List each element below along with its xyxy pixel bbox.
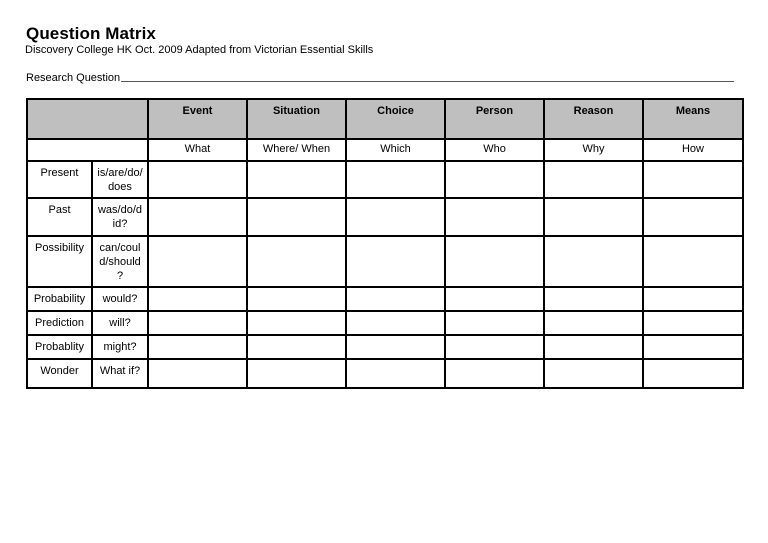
row-label: Wonder: [27, 359, 92, 388]
row-label: Probablity: [27, 335, 92, 359]
corner-cell: [27, 99, 148, 139]
matrix-cell[interactable]: [544, 311, 643, 335]
matrix-cell[interactable]: [148, 287, 247, 311]
table-row: [27, 198, 743, 236]
column-subheader: Why: [544, 139, 643, 161]
research-question-line: [121, 71, 734, 82]
question-matrix-table: [26, 98, 744, 389]
table-row: [27, 359, 743, 388]
row-label: Prediction: [27, 311, 92, 335]
matrix-cell[interactable]: [247, 311, 346, 335]
matrix-cell[interactable]: [247, 236, 346, 287]
column-header: Event: [148, 99, 247, 139]
table-row: [27, 236, 743, 287]
corner-sub-cell: [27, 139, 148, 161]
row-verb: would?: [92, 287, 148, 311]
column-subheader: What: [148, 139, 247, 161]
page-title: Question Matrix: [26, 24, 156, 43]
matrix-cell[interactable]: [247, 161, 346, 198]
matrix-cell[interactable]: [148, 236, 247, 287]
matrix-cell[interactable]: [643, 359, 743, 388]
matrix-cell[interactable]: [148, 335, 247, 359]
row-verb: was/do/d id?: [92, 198, 148, 236]
matrix-cell[interactable]: [643, 287, 743, 311]
matrix-cell[interactable]: [445, 198, 544, 236]
column-header: Choice: [346, 99, 445, 139]
matrix-cell[interactable]: [544, 335, 643, 359]
row-verb: might?: [92, 335, 148, 359]
matrix-cell[interactable]: [247, 359, 346, 388]
matrix-cell[interactable]: [445, 287, 544, 311]
table-row: [27, 161, 743, 198]
row-label: Past: [27, 198, 92, 236]
matrix-cell[interactable]: [346, 161, 445, 198]
matrix-cell[interactable]: [148, 161, 247, 198]
matrix-cell[interactable]: [445, 236, 544, 287]
matrix-cell[interactable]: [346, 359, 445, 388]
table-row: [27, 311, 743, 335]
matrix-cell[interactable]: [544, 236, 643, 287]
matrix-cell[interactable]: [445, 359, 544, 388]
row-label: Present: [27, 161, 92, 198]
matrix-cell[interactable]: [643, 161, 743, 198]
column-subheader: Where/ When: [247, 139, 346, 161]
header-row: [27, 99, 743, 139]
matrix-cell[interactable]: [544, 359, 643, 388]
matrix-cell[interactable]: [643, 236, 743, 287]
matrix-cell[interactable]: [544, 287, 643, 311]
matrix-cell[interactable]: [544, 198, 643, 236]
matrix-cell[interactable]: [247, 198, 346, 236]
row-label: Possibility: [27, 236, 92, 287]
matrix-cell[interactable]: [445, 311, 544, 335]
matrix-cell[interactable]: [247, 335, 346, 359]
matrix-cell[interactable]: [148, 359, 247, 388]
page-subtitle: Discovery College HK Oct. 2009 Adapted from Victorian Essential Skills: [25, 44, 374, 56]
matrix-cell[interactable]: [346, 198, 445, 236]
matrix-cell[interactable]: [346, 335, 445, 359]
matrix-cell[interactable]: [346, 287, 445, 311]
matrix-cell[interactable]: [643, 311, 743, 335]
row-verb: is/are/do/ does: [92, 161, 148, 198]
matrix-cell[interactable]: [148, 311, 247, 335]
row-label: Probability: [27, 287, 92, 311]
matrix-cell[interactable]: [346, 311, 445, 335]
column-header: Situation: [247, 99, 346, 139]
row-verb: will?: [92, 311, 148, 335]
matrix-cell[interactable]: [643, 335, 743, 359]
matrix-cell[interactable]: [247, 287, 346, 311]
research-question-field[interactable]: [26, 71, 734, 84]
subheader-row: [27, 139, 743, 161]
matrix-cell[interactable]: [544, 161, 643, 198]
row-verb: can/coul d/should ?: [92, 236, 148, 287]
table-row: [27, 287, 743, 311]
row-verb: What if?: [92, 359, 148, 388]
column-header: Means: [643, 99, 743, 139]
column-subheader: How: [643, 139, 743, 161]
research-question-label: Research Question: [26, 72, 121, 84]
matrix-cell[interactable]: [346, 236, 445, 287]
table-row: [27, 335, 743, 359]
matrix-cell[interactable]: [148, 198, 247, 236]
matrix-cell[interactable]: [445, 161, 544, 198]
column-header: Person: [445, 99, 544, 139]
column-subheader: Who: [445, 139, 544, 161]
column-subheader: Which: [346, 139, 445, 161]
column-header: Reason: [544, 99, 643, 139]
matrix-cell[interactable]: [445, 335, 544, 359]
matrix-cell[interactable]: [643, 198, 743, 236]
